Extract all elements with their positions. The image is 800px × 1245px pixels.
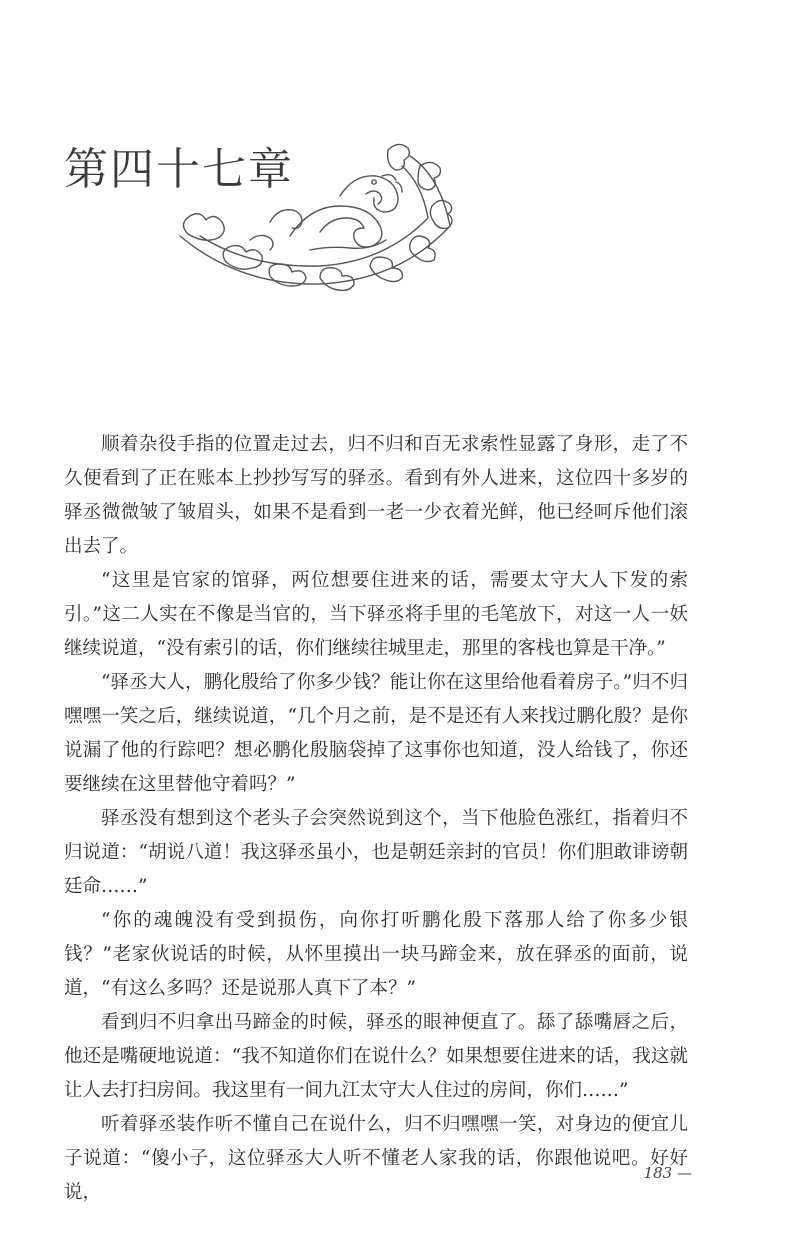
paragraph: 听着驿丞装作听不懂自己在说什么，归不归嘿嘿一笑，对身边的便宜儿子说道：“傻小子，这位驿丞大人听不懂老人家我的话，你跟他说吧。好好说， bbox=[64, 1114, 688, 1203]
paragraph: “驿丞大人，鹏化殷给了你多少钱？能让你在这里给他看着房子。”归不归嘿嘿一笑之后，继续说道，“几个月之前，是不是还有人来找过鹏化殷？是你说漏了他的行踪吧？想必鹏化殷脑袋掉了这事你也知道，没人给钱了，你还要继续在这里替他守着吗？” bbox=[64, 672, 688, 795]
paragraph: “这里是官家的馆驿，两位想要住进来的话，需要太守大人下发的索引。”这二人实在不像是当官的，当下驿丞将手里的毛笔放下，对这一人一妖继续说道，“没有索引的话，你们继续往城里走，那里的客栈也算是干净。” bbox=[64, 570, 688, 659]
cloud-dragon-ornament-icon bbox=[170, 136, 470, 296]
paragraph: 顺着杂役手指的位置走过去，归不归和百无求索性显露了身形，走了不久便看到了正在账本上抄抄写写的驿丞。看到有外人进来，这位四十多岁的驿丞微微皱了皱眉头，如果不是看到一老一少衣着光鲜，他已经呵斥他们滚出去了。 bbox=[64, 434, 688, 557]
paragraph: “你的魂魄没有受到损伤，向你打听鹏化殷下落那人给了你多少银钱？”老家伙说话的时候，从怀里摸出一块马蹄金来，放在驿丞的面前，说道，“有这么多吗？还是说那人真下了本？” bbox=[64, 910, 688, 999]
paragraph: 驿丞没有想到这个老头子会突然说到这个，当下他脸色涨红，指着归不归说道：“胡说八道！我这驿丞虽小，也是朝廷亲封的官员！你们胆敢诽谤朝廷命……” bbox=[64, 808, 688, 897]
chapter-header bbox=[64, 140, 584, 300]
page-number: 183 — bbox=[643, 1164, 692, 1182]
chapter-title: 第四十七章 bbox=[64, 144, 294, 195]
paragraph: 看到归不归拿出马蹄金的时候，驿丞的眼神便直了。舔了舔嘴唇之后，他还是嘴硬地说道：“我不知道你们在说什么？如果想要住进来的话，我这就让人去打扫房间。我这里有一间九江太守大人住过的房间，你们……” bbox=[64, 1012, 688, 1101]
chapter-body bbox=[64, 428, 688, 1210]
